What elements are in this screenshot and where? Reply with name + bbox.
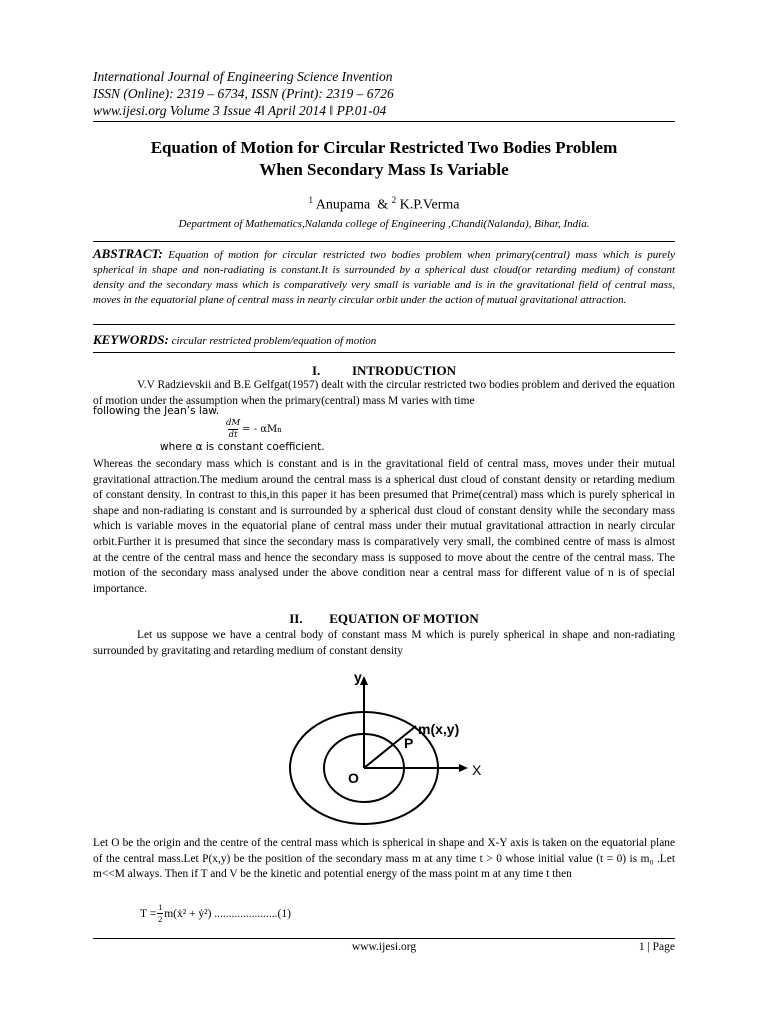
section-title: INTRODUCTION bbox=[351, 363, 456, 378]
intro-paragraph-1: V.V Radzievskii and B.E Gelfgat(1957) dealt with the circular restricted two bodies problem and derived the equation of motion under the assumption when the primary(central) mass M varies with time bbox=[93, 379, 675, 407]
author-list bbox=[0, 195, 768, 214]
equation-lhs: T = bbox=[140, 907, 157, 920]
x-axis-label: X bbox=[472, 762, 482, 778]
footer-rule bbox=[93, 938, 675, 939]
author-separator: & bbox=[377, 197, 389, 213]
x-axis-arrow-icon bbox=[459, 764, 468, 772]
section-heading-introduction bbox=[0, 363, 768, 379]
header-rule bbox=[93, 121, 675, 122]
author-1-name: Anupama bbox=[315, 197, 371, 213]
jeans-law-line: following the Jean’s law. bbox=[93, 405, 220, 417]
equation-rhs: = - αM bbox=[242, 424, 278, 435]
author-1-index: 1 bbox=[308, 195, 314, 205]
keywords-label: KEYWORDS: bbox=[93, 332, 169, 347]
origin-label: O bbox=[348, 770, 359, 786]
keywords-text: circular restricted problem/equation of motion bbox=[171, 335, 377, 347]
paper-title bbox=[60, 137, 708, 181]
page-number: 1 | Page bbox=[638, 941, 675, 953]
equation-exponent: n bbox=[277, 425, 282, 434]
section-heading-equation-of-motion bbox=[0, 611, 768, 627]
motion-paragraph-2: Let O be the origin and the centre of the central mass which is spherical in shape and X-Y axis is taken on the equatorial plane of the central mass.Let P(x,y) be the position of the secondary mass m at any time t > 0 whose initial value (t = 0) is m₀ .Let m<<M always. Then if T and V be the kinetic and potential energy of the mass point m at any time t then bbox=[93, 837, 675, 881]
y-axis-label: y bbox=[354, 669, 362, 685]
fraction-denominator: dt bbox=[228, 430, 238, 440]
title-line-1: Equation of Motion for Circular Restricted Two Bodies Problem bbox=[150, 138, 618, 157]
jeans-law-equation bbox=[226, 419, 282, 440]
orbit-diagram bbox=[280, 662, 500, 827]
half-fraction bbox=[157, 903, 163, 924]
abstract-text: Equation of motion for circular restricted two bodies problem when primary(central) mass which is purely spherical in shape and non-radiating is constant.It is surrounded by a spherical dust cloud(or retarding medium) of constant density and the secondary mass which is comparatively very small is variable and is in the gravitational field of central mass, moves in the equatorial plane of central mass in nearly circular orbit under the action of mutual gravitational attraction. bbox=[93, 249, 675, 306]
abstract bbox=[93, 246, 675, 308]
abstract-top-rule bbox=[93, 241, 675, 242]
author-2-name: K.P.Verma bbox=[399, 197, 460, 213]
equation-rhs: m(ẋ² + ẏ²) ......................(1) bbox=[164, 907, 291, 920]
journal-issn: ISSN (Online): 2319 – 6734, ISSN (Print): 2319 – 6726 bbox=[93, 86, 394, 101]
point-label: P bbox=[404, 735, 414, 751]
keywords bbox=[93, 332, 675, 348]
affiliation: Department of Mathematics,Nalanda college of Engineering ,Chandi(Nalanda), Bihar, India. bbox=[178, 218, 590, 230]
abstract-bottom-rule bbox=[93, 324, 675, 325]
journal-header bbox=[93, 68, 394, 119]
kinetic-energy-equation bbox=[140, 903, 291, 924]
journal-issue: www.ijesi.org Volume 3 Issue 4ǁ April 2014 ǁ PP.01-04 bbox=[93, 103, 387, 118]
mass-label: m(x,y) bbox=[418, 721, 460, 737]
journal-name: International Journal of Engineering Science Invention bbox=[93, 69, 393, 84]
section-number: I. bbox=[311, 363, 321, 378]
abstract-label: ABSTRACT: bbox=[93, 246, 163, 261]
section-number: II. bbox=[289, 611, 303, 626]
dm-dt-fraction bbox=[226, 419, 240, 440]
motion-paragraph-1: Let us suppose we have a central body of constant mass M which is purely spherical in shape and non-radiating surrounded by gravitating and retarding medium of constant density bbox=[93, 629, 675, 657]
fraction-numerator: dM bbox=[226, 418, 241, 428]
fraction-denominator: 2 bbox=[158, 914, 163, 924]
coefficient-note: where α is constant coefficient. bbox=[160, 441, 325, 453]
title-line-2: When Secondary Mass Is Variable bbox=[259, 160, 509, 179]
footer-website: www.ijesi.org bbox=[351, 941, 417, 953]
section-title: EQUATION OF MOTION bbox=[329, 611, 479, 626]
author-2-index: 2 bbox=[391, 195, 397, 205]
intro-paragraph-2: Whereas the secondary mass which is constant and is in the gravitational field of central mass, moves under their mutual gravitational attraction.The medium around the central mass is a spherical dust cloud of constant density or retarding medium of constant density. In contrast to this,in this paper it has been presumed that Prime(central) mass which is purely spherical in shape and non-radiating is constant and is surrounded by a spherical dust cloud of constant density while the secondary mass which is variable moves in the equatorial plane of central mass under their mutual gravitational attraction in nearly circular orbit.Further it is presumed that since the secondary mass is comparatively very small, the combined centre of mass is almost at the centre of the central mass and hence the secondary mass is supposed to move about the centre of the central mass. The motion of the secondary mass analysed under the above condition near a central mass for different value of n is of special importance. bbox=[93, 458, 675, 595]
fraction-numerator: 1 bbox=[158, 902, 163, 912]
keywords-rule bbox=[93, 352, 675, 353]
